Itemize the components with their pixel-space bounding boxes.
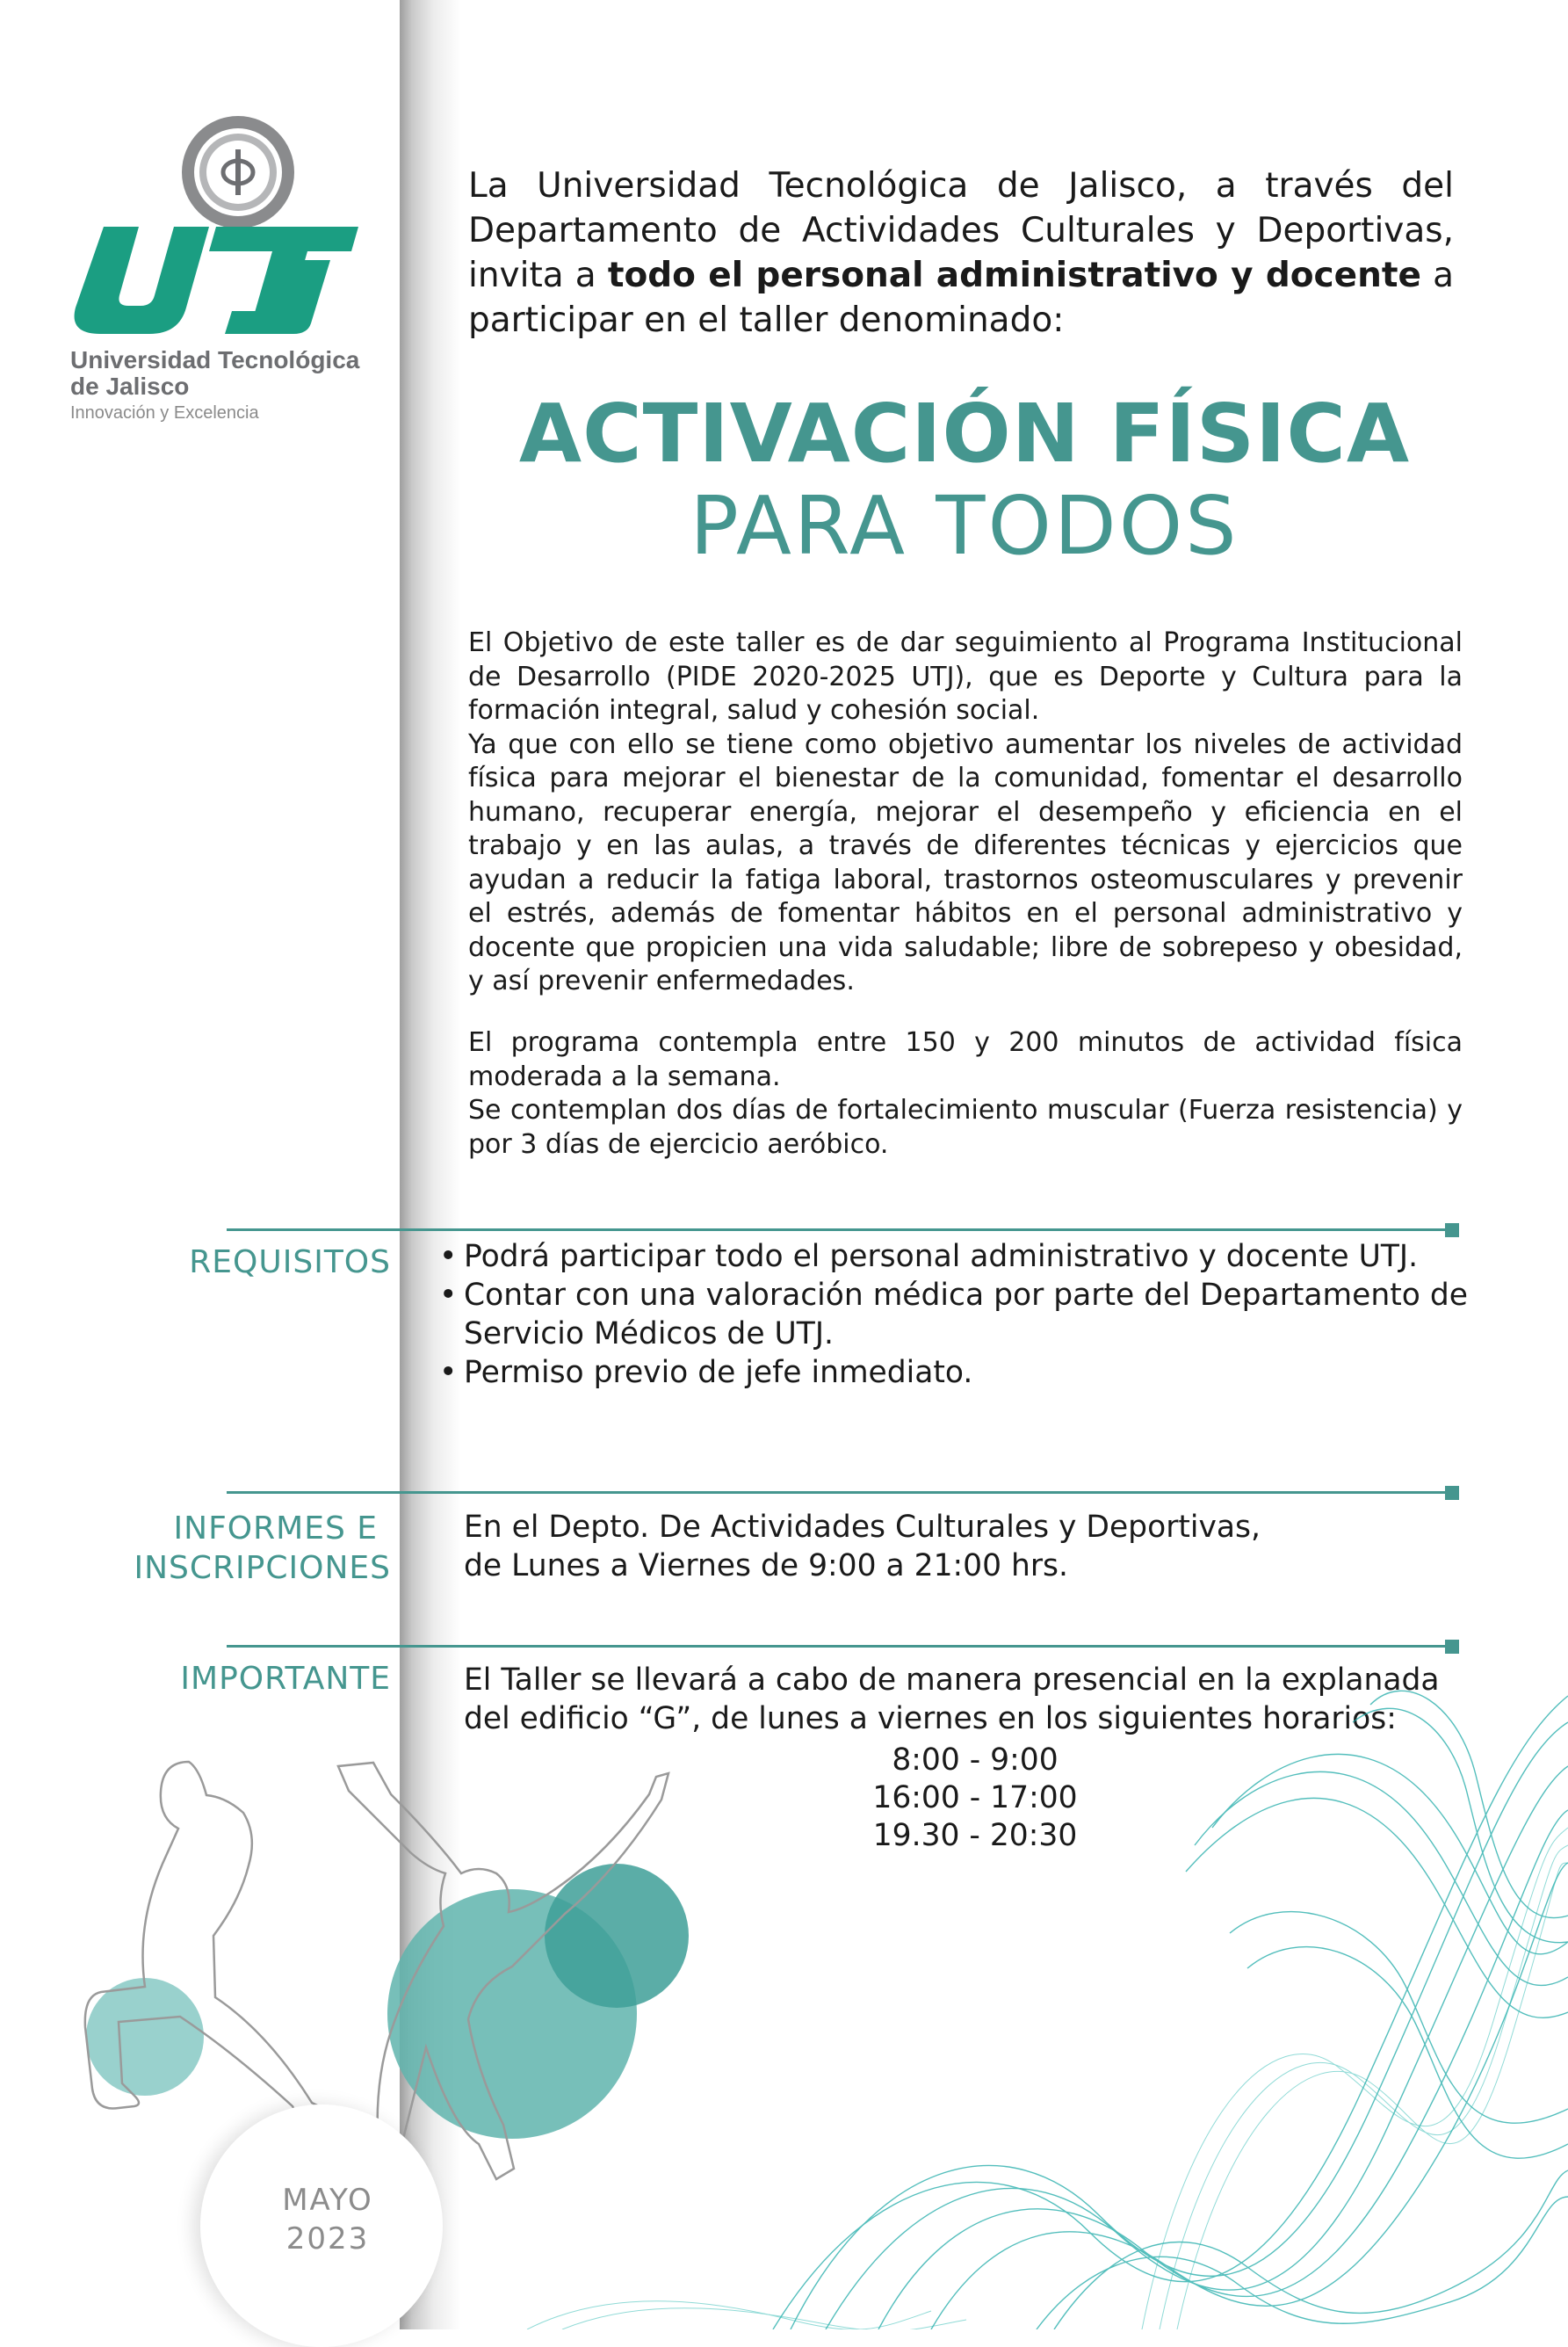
title-line-2: PARA TODOS [690,479,1239,573]
intro-text-start: La Universidad Tecnológica de Jalisco, a través del Departamento de Actividades Culturales y Deportivas, invita a [468,166,1454,295]
informes-text [464,1508,1492,1585]
section-label-informes-line-2: INSCRIPCIONES [134,1550,391,1586]
teal-wave-decoration-dense [527,1828,1568,2329]
date-label [200,2181,455,2258]
schedule-item: 19.30 - 20:30 [872,1818,1078,1853]
divider-informes [227,1491,1456,1494]
divider-importante-end [1445,1640,1459,1654]
list-item: • Podrá participar todo el personal administrativo y docente UTJ. [437,1237,1492,1276]
schedule-item: 8:00 - 9:00 [892,1742,1059,1778]
program-block [468,1026,1463,1162]
intro-paragraph [468,163,1454,343]
schedule-list [808,1742,1142,1855]
requisitos-list [437,1237,1492,1392]
divider-requisitos-end [1445,1223,1459,1237]
informes-line-1: En el Depto. De Actividades Culturales y Deportivas, [464,1510,1261,1545]
list-item: • Permiso previo de jefe inmediato. [437,1353,1492,1392]
section-label-informes-line-1: INFORMES E [173,1510,378,1547]
logo-tagline: Innovación y Excelencia [70,403,259,423]
divider-importante [227,1645,1456,1648]
objective-paragraph-4: Se contemplan dos días de fortalecimiento muscular (Fuerza resistencia) y por 3 días de ejercicio aeróbico. [468,1095,1463,1160]
importante-text [464,1661,1492,1738]
importante-line-1: El Taller se llevará a cabo de manera presencial en la explanada [464,1662,1440,1698]
sidebar-shadow [400,0,461,2329]
title-line-1: ACTIVACIÓN FÍSICA [518,387,1411,481]
objective-paragraph-1: El Objetivo de este taller es de dar seguimiento al Programa Institucional de Desarrollo (PIDE 2020-2025 UTJ), que es Deporte y Cultura para la formación integral, salud y cohesión social. [468,627,1463,726]
objective-paragraph-2: Ya que con ello se tiene como objetivo aumentar los niveles de actividad física para mejorar el bienestar de la comunidad, fomentar el desarrollo humano, recuperar energía, mejorar el desempeño y eficiencia en el trabajo y en las aulas, a través de diferentes técnicas y ejercicios que ayudan a reducir la fatiga laboral, trastornos osteomusculares y prevenir el estrés, además de fomentar hábitos en el personal administrativo y docente que propicien una vida saludable; libre de sobrepeso y obesidad, y así prevenir enfermedades. [468,728,1463,996]
logo-university-name: Universidad Tecnológica de Jalisco [70,346,360,400]
list-item: • Contar con una valoración médica por parte del Departamento de Servicio Médicos de UTJ. [437,1276,1492,1353]
intro-text-end: a participar en el taller denominado: [468,256,1455,340]
divider-requisitos [227,1228,1456,1231]
date-year: 2023 [285,2221,370,2256]
date-month: MAYO [282,2183,373,2218]
objective-block [468,627,1463,999]
intro-text-bold: todo el personal administrativo y docente [607,256,1421,295]
importante-line-2: del edificio “G”, de lunes a viernes en los siguientes horarios: [464,1701,1397,1736]
phi-seal-icon [180,114,296,230]
divider-informes-end [1445,1486,1459,1500]
section-label-requisitos: REQUISITOS [189,1244,391,1280]
decor-circle-medium [545,1864,689,2008]
informes-line-2: de Lunes a Viernes de 9:00 a 21:00 hrs. [464,1548,1068,1583]
schedule-item: 16:00 - 17:00 [872,1780,1078,1815]
section-label-importante: IMPORTANTE [180,1661,391,1697]
objective-paragraph-3: El programa contempla entre 150 y 200 minutos de actividad física moderada a la semana. [468,1027,1463,1092]
utj-logo-mark [69,227,358,337]
